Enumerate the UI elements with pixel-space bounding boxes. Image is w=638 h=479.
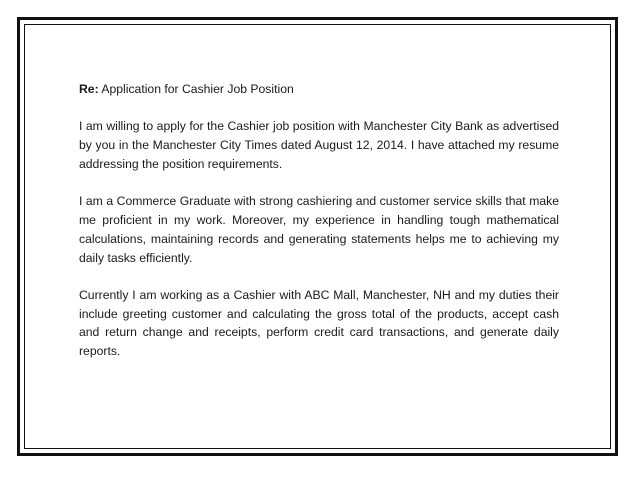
paragraph-intro: I am willing to apply for the Cashier job position with Manchester City Bank as advertised by you in the Manchester City Times dated August 12, 2014. I have attached my resume addressing the position requirements.	[79, 119, 559, 171]
letter-body	[79, 80, 559, 380]
subject-line	[79, 80, 559, 99]
paragraph-current-role: Currently I am working as a Cashier with ABC Mall, Manchester, NH and my duties their include greeting customer and calculating the gross total of the products, accept cash and return change and receipts, perform credit card transactions, and generate daily reports.	[79, 287, 559, 359]
re-label: Re:	[79, 82, 99, 96]
paragraph-qualifications: I am a Commerce Graduate with strong cashiering and customer service skills that make me proficient in my work. Moreover, my experience in handling tough mathematical calculations, maintaining records and generating statements helps me to achieving my daily tasks efficiently.	[79, 194, 559, 265]
subject-text: Application for Cashier Job Position	[101, 82, 294, 96]
